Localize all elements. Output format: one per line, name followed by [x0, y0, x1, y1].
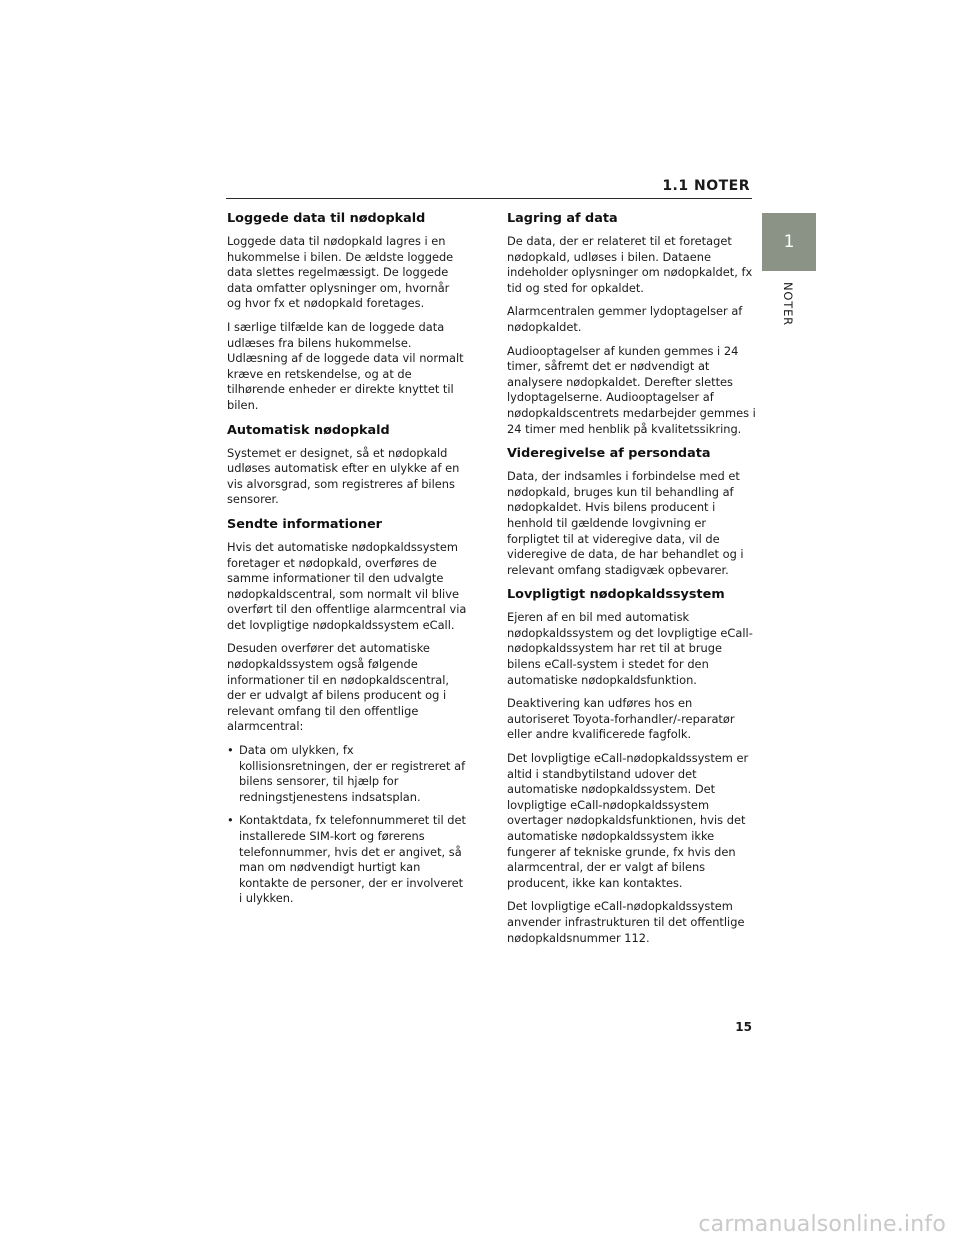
- list-item: • Kontaktdata, fx telefonnummeret til det installerede SIM-kort og førerens telefonnummer, hvis det er angivet, så man om nødvendigt hurtigt kan kontakte de personer, der er involveret i ulykken.: [227, 813, 467, 907]
- left-column: [227, 206, 467, 915]
- chapter-number: 1: [783, 232, 795, 252]
- paragraph: Audiooptagelser af kunden gemmes i 24 timer, såfremt det er nødvendigt at analysere nødopkaldet. Derefter slettes lydoptagelserne. Audiooptagelser af nødopkaldscentrets medarbejder gemmes i 24 timer med henblik på kvalitetssikring.: [507, 343, 756, 436]
- paragraph: Hvis det automatiske nødopkaldssystem foretager et nødopkald, overføres de samme informationer til den udvalgte nødopkaldscentral, som normalt vil blive overført til den offentlige alarmcentral via det lovpligtige nødopkaldssystem eCall.: [227, 539, 467, 632]
- page-number: 15: [735, 1020, 752, 1034]
- heading-personal-data: Videregivelse af persondata: [507, 446, 711, 462]
- section-title: 1.1 NOTER: [662, 178, 750, 194]
- section-header: [226, 178, 752, 199]
- heading-logged-data: Loggede data til nødopkald: [227, 211, 426, 226]
- paragraph: De data, der er relateret til et foretaget nødopkald, udløses i bilen. Dataene indeholder oplysninger om nødopkaldet, fx tid og sted for opkaldet.: [507, 234, 753, 295]
- right-column: [507, 206, 757, 954]
- heading-sent-info: Sendte informationer: [227, 516, 382, 532]
- watermark: carmanualsonline.info: [698, 1212, 946, 1237]
- paragraph: I særlige tilfælde kan de loggede data udlæses fra bilens hukommelse. Udlæsning af de loggede data vil normalt kræve en retskendelse, og at de tilhørende enheder er direkte knyttet til bilen.: [227, 319, 464, 412]
- heading-data-storage: Lagring af data: [507, 211, 618, 226]
- bullet-list: [227, 743, 467, 907]
- paragraph: Alarmcentralen gemmer lydoptagelser af nødopkaldet.: [507, 304, 743, 334]
- paragraph: Systemet er designet, så et nødopkald udløses automatisk efter en ulykke af en vis alvorsgrad, som registreres af bilens sensorer.: [227, 445, 460, 507]
- chapter-label: NOTER: [781, 282, 795, 326]
- paragraph: Desuden overfører det automatiske nødopkaldssystem også følgende informationer til en nødopkaldscentral, der er udvalgt af bilens producent og i relevant omfang til den offentlige alarmcentral:: [227, 641, 450, 734]
- paragraph: Data, der indsamles i forbindelse med et nødopkald, bruges kun til behandling af nødopkaldet. Hvis bilens producent i henhold til gældende lovgivning er forpligtet til at videregive data, vil de videregive de data, de har behandlet og i relevant omfang stadigvæk opbevarer.: [507, 469, 744, 577]
- chapter-tab[interactable]: [762, 213, 816, 271]
- paragraph: Det lovpligtige eCall-nødopkaldssystem anvender infrastrukturen til det offentlige nødopkaldsnummer 112.: [507, 899, 745, 945]
- heading-mandatory-system: Lovpligtigt nødopkaldssystem: [507, 587, 725, 603]
- paragraph: Loggede data til nødopkald lagres i en hukommelse i bilen. De ældste loggede data slettes regelmæssigt. De loggede data omfatter oplysninger om, hvornår og hvor fx et nødopkald foretages.: [227, 234, 454, 311]
- paragraph: Ejeren af en bil med automatisk nødopkaldssystem og det lovpligtige eCall-nødopkaldssystem har ret til at bruge bilens eCall-system i stedet for den automatiske nødopkaldsfunktion.: [507, 610, 753, 687]
- heading-automatic-call: Automatisk nødopkald: [227, 422, 390, 438]
- paragraph: Deaktivering kan udføres hos en autoriseret Toyota-forhandler/-reparatør eller andre kvalificerede fagfolk.: [507, 696, 735, 742]
- chapter-label-container: [780, 282, 796, 352]
- list-item: • Data om ulykken, fx kollisionsretningen, der er registreret af bilens sensorer, til hjælp for redningstjenestens indsatsplan.: [227, 743, 467, 805]
- paragraph: Det lovpligtige eCall-nødopkaldssystem er altid i standbytilstand udover det automatiske nødopkaldssystem. Det lovpligtige eCall-nødopkaldssystem overtager nødopkaldsfunktionen, hvis det automatiske nødopkaldssystem ikke fungerer af tekniske grunde, fx hvis den alarmcentral, der er valgt af bilens producent, ikke kan kontaktes.: [507, 751, 749, 890]
